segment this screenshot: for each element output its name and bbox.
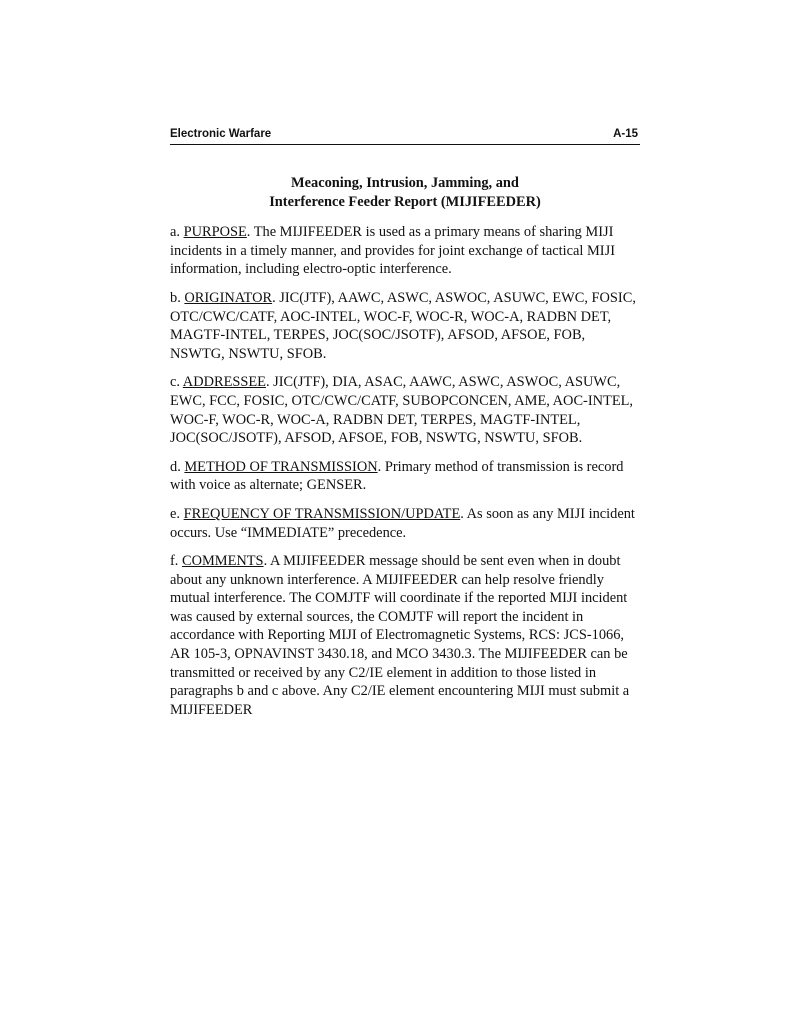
document-body	[170, 174, 640, 729]
paragraph-letter: b.	[170, 289, 185, 306]
running-header	[170, 126, 640, 145]
paragraph-text: . JIC(JTF), AAWC, ASWC, ASWOC, ASUWC, EWC, FOSIC, OTC/CWC/CATF, AOC-INTEL, WOC-F, WOC-R, WOC-A, RADBN DET, MAGTF-INTEL, TERPES, JOC(SOC/JSOTF), AFSOD, AFSOE, FOB, NSWTG, NSWTU, SFOB.	[170, 289, 636, 362]
paragraph-text: . Primary method of transmission is record with voice as alternate; GENSER.	[170, 458, 624, 494]
paragraph-frequency	[170, 505, 640, 542]
paragraph-heading: FREQUENCY OF TRANSMISSION/UPDATE	[183, 505, 461, 522]
paragraph-heading: PURPOSE	[183, 224, 247, 241]
paragraph-letter: a.	[170, 224, 184, 241]
paragraph-letter: f.	[170, 553, 182, 570]
document-title	[170, 174, 640, 211]
section-title: Electronic Warfare	[170, 128, 272, 140]
paragraph-text: . JIC(JTF), DIA, ASAC, AAWC, ASWC, ASWOC, ASUWC, EWC, FCC, FOSIC, OTC/CWC/CATF, SUBOPCONCEN, AME, AOC-INTEL, WOC-F, WOC-R, WOC-A, RADBN DET, TERPES, MAGTF-INTEL, JOC(SOC/JSOTF), AFSOD, AFSOE, FOB, NSWTG, NSWTU, SFOB.	[170, 374, 633, 447]
paragraph-heading: COMMENTS	[182, 553, 264, 570]
paragraph-method-of-transmission	[170, 458, 640, 495]
paragraph-text: . A MIJIFEEDER message should be sent even when in doubt about any unknown interference. A MIJIFEEDER can help resolve friendly mutual interference. The COMJTF will coordinate if the reported MIJI incident was caused by external sources, the COMJTF will report the incident in accordance with Reporting MIJI of Electromagnetic Systems, RCS: JCS-1066, AR 105-3, OPNAVINST 3430.18, and MCO 3430.3. The MIJIFEEDER can be transmitted or received by any C2/IE element in addition to those listed in paragraphs b and c above. Any C2/IE element encountering MIJI must submit a MIJIFEEDER	[170, 553, 630, 718]
paragraph-letter: c.	[170, 374, 183, 391]
paragraph-heading: METHOD OF TRANSMISSION	[184, 458, 378, 475]
paragraph-addressee	[170, 373, 640, 447]
paragraph-comments	[170, 552, 640, 719]
page-number: A-15	[613, 128, 638, 140]
paragraph-purpose	[170, 223, 640, 279]
paragraph-letter: e.	[170, 505, 184, 522]
title-line-1: Meaconing, Intrusion, Jamming, and	[291, 175, 519, 191]
paragraph-heading: ADDRESSEE	[182, 374, 266, 391]
title-line-2: Interference Feeder Report (MIJIFEEDER)	[269, 193, 541, 210]
paragraph-heading: ORIGINATOR	[184, 289, 273, 306]
paragraph-text: . As soon as any MIJI incident occurs. Use “IMMEDIATE” precedence.	[170, 505, 635, 541]
paragraph-letter: d.	[170, 458, 185, 475]
paragraph-originator	[170, 289, 640, 363]
paragraph-text: . The MIJIFEEDER is used as a primary means of sharing MIJI incidents in a timely manner, and provides for joint exchange of tactical MIJI information, including electro-optic interference.	[170, 224, 615, 278]
